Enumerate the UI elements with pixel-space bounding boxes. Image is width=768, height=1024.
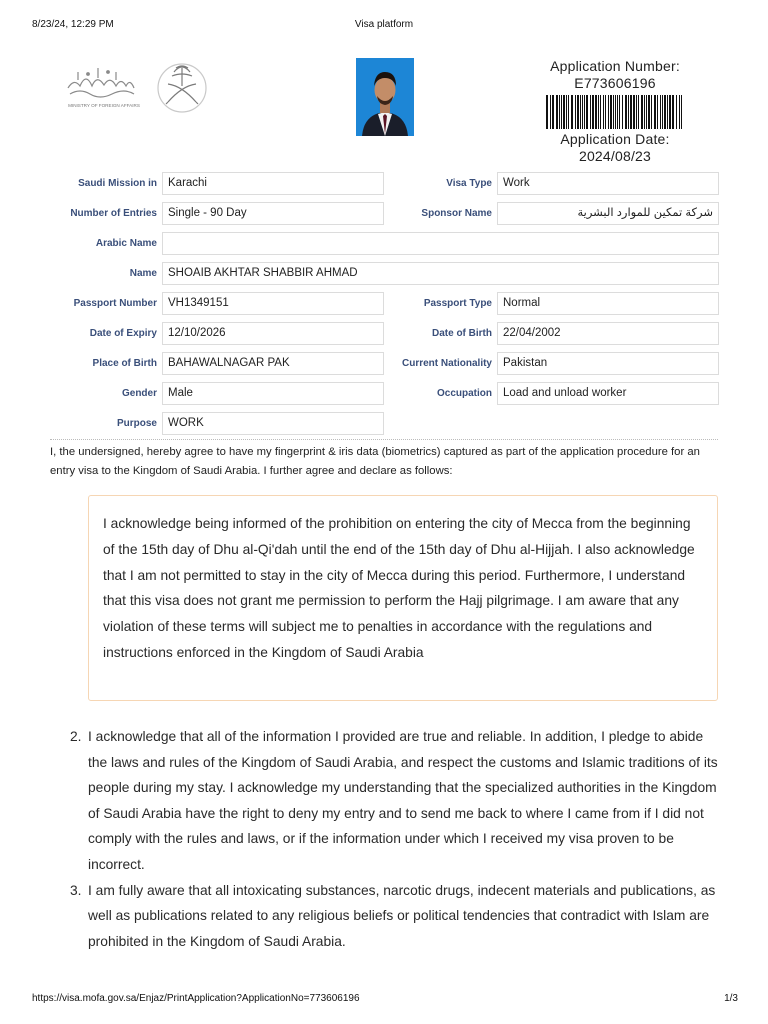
applicant-photo xyxy=(356,58,414,136)
barcode-bar xyxy=(605,95,606,129)
barcode-bar xyxy=(559,95,560,129)
barcode-bar xyxy=(662,95,663,129)
list-item-number: 3. xyxy=(70,882,82,898)
barcode-bar xyxy=(546,95,548,129)
barcode-bar xyxy=(556,95,558,129)
mission-field: Karachi xyxy=(162,172,384,195)
barcode-bar xyxy=(590,95,591,129)
barcode-bar xyxy=(625,95,627,129)
barcode-bar xyxy=(584,95,585,129)
passport-type-label: Passport Type xyxy=(423,298,492,309)
barcode-bar xyxy=(622,95,623,129)
barcode-bar xyxy=(592,95,594,129)
barcode-bar xyxy=(638,95,639,129)
barcode-bar xyxy=(636,95,637,129)
gender-field: Male xyxy=(162,382,384,405)
barcode-bar xyxy=(641,95,643,129)
application-barcode xyxy=(545,95,685,129)
barcode-bar xyxy=(676,95,677,129)
ministry-logo xyxy=(64,58,209,118)
dob-field: 22/04/2002 xyxy=(497,322,719,345)
pob-label: Place of Birth xyxy=(92,358,157,369)
expiry-field: 12/10/2026 xyxy=(162,322,384,345)
nationality-field: Pakistan xyxy=(497,352,719,375)
declaration-list xyxy=(70,724,720,954)
print-datetime: 8/23/24, 12:29 PM xyxy=(32,19,114,30)
barcode-bar xyxy=(586,95,588,129)
arabic-name-label: Arabic Name xyxy=(95,238,157,249)
mecca-notice-box xyxy=(88,495,718,701)
arabic-name-field xyxy=(162,232,719,255)
barcode-bar xyxy=(669,95,671,129)
barcode-bar xyxy=(667,95,668,129)
barcode-bar xyxy=(550,95,551,129)
barcode-bar xyxy=(598,95,599,129)
barcode-bar xyxy=(566,95,567,129)
mission-label: Saudi Mission in xyxy=(78,178,157,189)
list-item-number: 2. xyxy=(70,729,82,744)
entries-field: Single - 90 Day xyxy=(162,202,384,225)
barcode-bar xyxy=(646,95,647,129)
visa-type-label: Visa Type xyxy=(446,178,492,189)
expiry-label: Date of Expiry xyxy=(89,328,157,339)
entries-label: Number of Entries xyxy=(70,208,157,219)
print-page-title: Visa platform xyxy=(354,19,414,30)
barcode-bar xyxy=(615,95,616,129)
barcode-bar xyxy=(568,95,569,129)
application-date-label: Application Date: xyxy=(560,131,670,147)
barcode-bar xyxy=(679,95,680,129)
section-divider xyxy=(50,439,718,440)
print-page-number: 1/3 xyxy=(724,993,738,1004)
declaration-intro: I, the undersigned, hereby agree to have my fingerprint & iris data (biometrics) captured as part of the application procedure for an entry visa to the Kingdom of Saudi Arabia. I further agree and declare as follows: xyxy=(50,446,700,477)
barcode-bar xyxy=(619,95,620,129)
barcode-bar xyxy=(654,95,656,129)
application-number: E773606196 xyxy=(574,75,656,91)
barcode-bar xyxy=(610,95,612,129)
svg-text:MINISTRY OF FOREIGN AFFAIRS: MINISTRY OF FOREIGN AFFAIRS xyxy=(68,103,140,108)
barcode-bar xyxy=(613,95,614,129)
barcode-bar xyxy=(657,95,658,129)
print-url: https://visa.mofa.gov.sa/Enjaz/PrintApplication?ApplicationNo=773606196 xyxy=(32,993,360,1004)
barcode-bar xyxy=(582,95,583,129)
barcode-bar xyxy=(595,95,597,129)
dob-label: Date of Birth xyxy=(432,328,492,339)
barcode-bar xyxy=(681,95,682,129)
list-item-text: I acknowledge that all of the information I provided are true and reliable. In addition, I pledge to abide the laws and rules of the Kingdom of Saudi Arabia, and respect the customs and Islamic traditions of its people during my stay. I acknowledge my understanding that the specialized authorities in the Kingdom of Saudi Arabia have the right to deny my entry and to send me back to where I came from if I did not comply with the rules and laws, or if the information under which I received my visa proven to be incorrect. xyxy=(88,729,718,872)
sponsor-label: Sponsor Name xyxy=(421,208,492,219)
nationality-label: Current Nationality xyxy=(401,358,492,369)
barcode-bar xyxy=(608,95,609,129)
barcode-bar xyxy=(552,95,554,129)
barcode-bar xyxy=(672,95,674,129)
barcode-bar xyxy=(664,95,666,129)
pob-field: BAHAWALNAGAR PAK xyxy=(162,352,384,375)
application-date: 2024/08/23 xyxy=(578,148,652,164)
gender-label: Gender xyxy=(121,388,157,399)
barcode-bar xyxy=(648,95,650,129)
name-field: SHOAIB AKHTAR SHABBIR AHMAD xyxy=(162,262,719,285)
occupation-field: Load and unload worker xyxy=(497,382,719,405)
barcode-bar xyxy=(628,95,629,129)
barcode-bar xyxy=(660,95,661,129)
barcode-bar xyxy=(577,95,579,129)
barcode-bar xyxy=(571,95,573,129)
application-number-label: Application Number: xyxy=(550,58,680,74)
mecca-notice-text: I acknowledge being informed of the prohibition on entering the city of Mecca from the beginning of the 15th day of Dhu al-Qi'dah until the end of the 15th day of Dhu al-Hijjah. I also acknowledge that I am not permitted to stay in the city of Mecca during this period. Furthermore, I understand that this visa does not grant me permission to perform the Hajj pilgrimage. I am aware that any violation of these terms will subject me to penalties in accordance with the regulations and instructions enforced in the Kingdom of Saudi Arabia xyxy=(103,516,695,660)
sponsor-field: شركة تمكين للموارد البشرية xyxy=(497,202,719,225)
list-item-text: I am fully aware that all intoxicating substances, narcotic drugs, indecent materials and publications, as well as publications related to any religious beliefs or political tendencies that contradict with Islam are prohibited in the Kingdom of Saudi Arabia. xyxy=(88,882,716,949)
list-item xyxy=(70,878,720,955)
barcode-bar xyxy=(561,95,562,129)
occupation-label: Occupation xyxy=(436,388,492,399)
ministry-emblem-icon xyxy=(64,58,209,118)
barcode-bar xyxy=(580,95,581,129)
purpose-label: Purpose xyxy=(116,418,157,429)
visa-type-field: Work xyxy=(497,172,719,195)
list-item xyxy=(70,724,720,878)
barcode-bar xyxy=(563,95,565,129)
barcode-bar xyxy=(600,95,601,129)
barcode-bar xyxy=(630,95,632,129)
application-info xyxy=(530,58,700,165)
name-label: Name xyxy=(129,268,157,279)
passport-number-field: VH1349151 xyxy=(162,292,384,315)
barcode-bar xyxy=(644,95,645,129)
barcode-bar xyxy=(603,95,604,129)
purpose-field: WORK xyxy=(162,412,384,435)
barcode-bar xyxy=(575,95,576,129)
passport-number-label: Passport Number xyxy=(73,298,157,309)
barcode-bar xyxy=(617,95,618,129)
barcode-bar xyxy=(633,95,635,129)
passport-type-field: Normal xyxy=(497,292,719,315)
barcode-bar xyxy=(651,95,652,129)
